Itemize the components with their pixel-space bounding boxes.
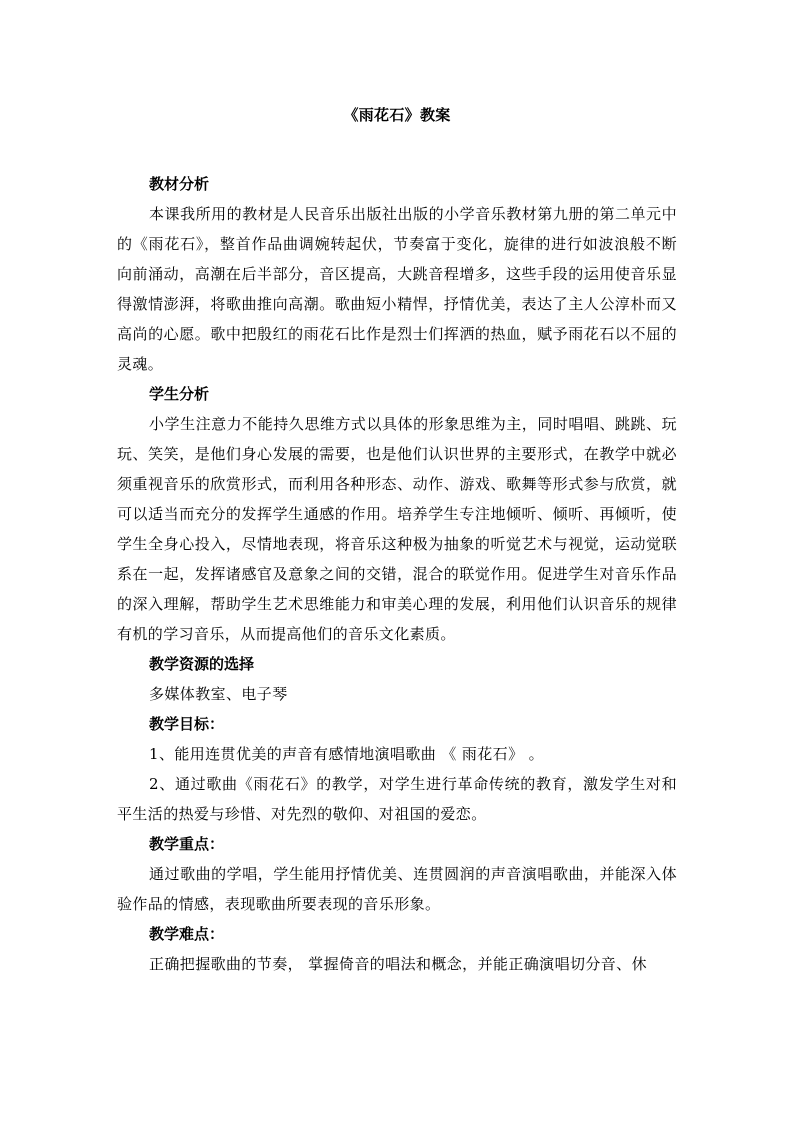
section-heading: 学生分析 — [149, 385, 210, 403]
section-heading: 教学目标： — [149, 715, 225, 733]
section-teaching-resources — [117, 649, 677, 709]
section-paragraph: 正确把握歌曲的节奏， 掌握倚音的唱法和概念，并能正确演唱切分音、休 — [149, 955, 647, 973]
section-paragraph: 2、通过歌曲《雨花石》的教学，对学生进行革命传统的教育，激发学生对和平生活的热爱与珍惜、对先烈的敬仰、对祖国的爱恋。 — [117, 775, 677, 823]
section-textbook-analysis — [117, 169, 677, 379]
section-heading: 教学重点： — [149, 835, 225, 853]
section-paragraph: 1、能用连贯优美的声音有感情地演唱歌曲 《 雨花石》 。 — [149, 745, 545, 763]
document-title: 《雨花石》教案 — [343, 106, 451, 124]
section-heading: 教学难点： — [149, 925, 225, 943]
section-paragraph: 本课我所用的教材是人民音乐出版社出版的小学音乐教材第九册的第二单元中的《雨花石》，整首作品曲调婉转起伏，节奏富于变化，旋律的进行如波浪般不断向前涌动，高潮在后半部分，音区提高，大跳音程增多，这些手段的运用使音乐显得激情澎湃，将歌曲推向高潮。歌曲短小精悍，抒情优美，表达了主人公淳朴而又高尚的心愿。歌中把殷红的雨花石比作是烈士们挥洒的热血，赋予雨花石以不屈的灵魂。 — [117, 205, 677, 373]
section-paragraph: 多媒体教室、电子琴 — [149, 685, 288, 703]
section-paragraph: 通过歌曲的学唱，学生能用抒情优美、连贯圆润的声音演唱歌曲，并能深入体验作品的情感，表现歌曲所要表现的音乐形象。 — [117, 865, 677, 913]
section-teaching-goals — [117, 709, 677, 829]
document-content — [117, 104, 677, 979]
section-heading: 教学资源的选择 — [149, 655, 255, 673]
section-difficulties — [117, 919, 677, 979]
section-paragraph: 小学生注意力不能持久思维方式以具体的形象思维为主，同时唱唱、跳跳、玩玩、笑笑，是他们身心发展的需要，也是他们认识世界的主要形式，在教学中就必须重视音乐的欣赏形式，而利用各种形态、动作、游戏、歌舞等形式参与欣赏，就可以适当而充分的发挥学生通感的作用。培养学生专注地倾听、倾听、再倾听，使学生全身心投入，尽情地表现，将音乐这种极为抽象的听觉艺术与视觉，运动觉联系在一起，发挥诸感官及意象之间的交错，混合的联觉作用。促进学生对音乐作品的深入理解，帮助学生艺术思维能力和审美心理的发展，利用他们认识音乐的规律有机的学习音乐，从而提高他们的音乐文化素质。 — [117, 415, 677, 643]
section-heading: 教材分析 — [149, 175, 210, 193]
section-key-points — [117, 829, 677, 919]
section-student-analysis — [117, 379, 677, 649]
